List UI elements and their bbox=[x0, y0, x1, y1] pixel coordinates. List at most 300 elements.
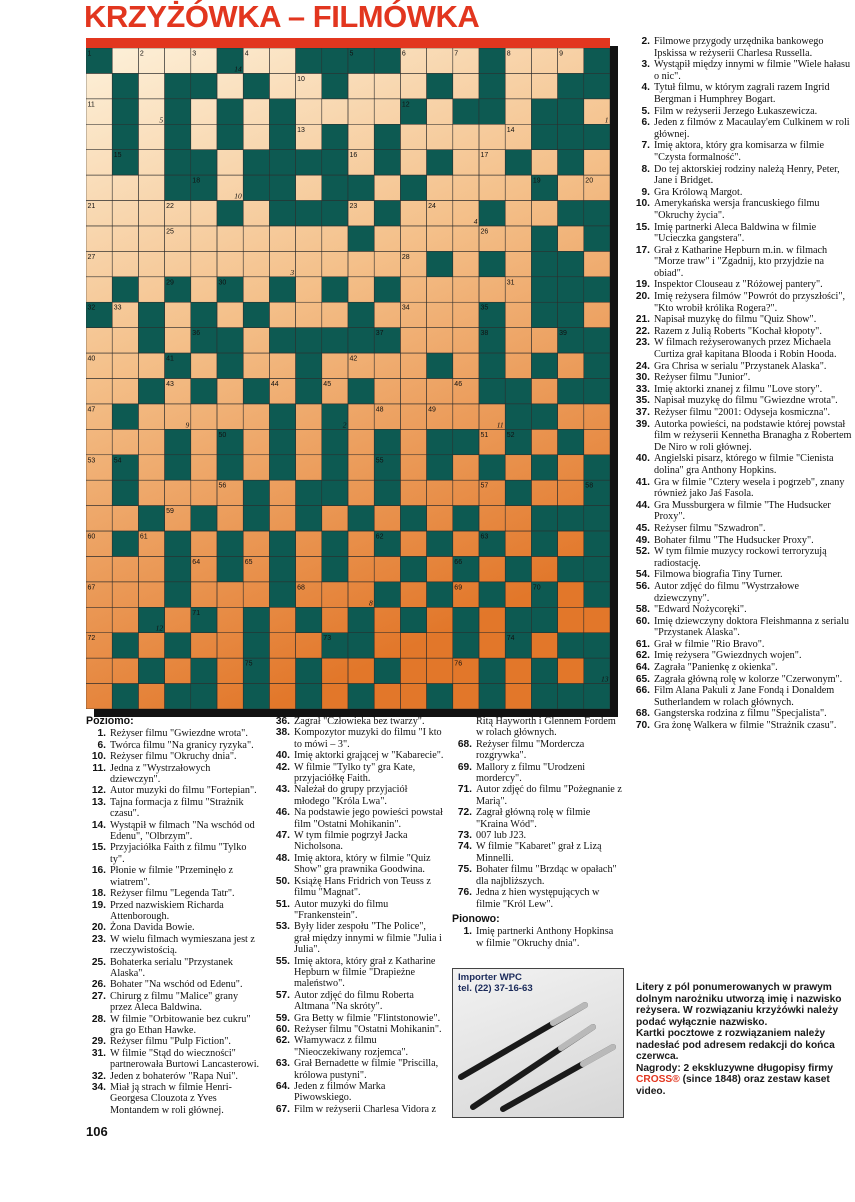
white-cell[interactable] bbox=[191, 633, 217, 658]
white-cell[interactable] bbox=[217, 684, 243, 709]
white-cell[interactable] bbox=[86, 658, 112, 683]
white-cell[interactable] bbox=[217, 379, 243, 404]
white-cell[interactable] bbox=[531, 328, 557, 353]
white-cell[interactable] bbox=[269, 48, 295, 73]
white-cell[interactable] bbox=[86, 226, 112, 251]
crossword-grid[interactable] bbox=[86, 48, 610, 709]
white-cell[interactable] bbox=[427, 302, 453, 327]
white-cell[interactable] bbox=[322, 226, 348, 251]
white-cell[interactable] bbox=[243, 353, 269, 378]
white-cell[interactable] bbox=[453, 277, 479, 302]
white-cell[interactable] bbox=[243, 404, 269, 429]
white-cell[interactable] bbox=[453, 150, 479, 175]
white-cell[interactable] bbox=[453, 531, 479, 556]
white-cell[interactable] bbox=[374, 251, 400, 276]
white-cell[interactable] bbox=[138, 226, 164, 251]
white-cell[interactable] bbox=[217, 506, 243, 531]
white-cell[interactable] bbox=[531, 73, 557, 98]
clue-text: Reżyser filmu "Junior". bbox=[654, 372, 751, 384]
white-cell[interactable] bbox=[112, 175, 138, 200]
white-cell[interactable] bbox=[86, 506, 112, 531]
white-cell[interactable] bbox=[400, 226, 426, 251]
white-cell[interactable] bbox=[427, 480, 453, 505]
white-cell[interactable] bbox=[217, 226, 243, 251]
black-cell bbox=[112, 684, 138, 709]
white-cell[interactable] bbox=[348, 99, 374, 124]
black-cell bbox=[427, 455, 453, 480]
black-cell bbox=[165, 150, 191, 175]
white-cell[interactable] bbox=[243, 124, 269, 149]
white-cell[interactable] bbox=[427, 226, 453, 251]
white-cell[interactable] bbox=[243, 455, 269, 480]
cell-number: 47 bbox=[87, 406, 96, 414]
white-cell[interactable] bbox=[400, 201, 426, 226]
white-cell[interactable] bbox=[348, 480, 374, 505]
white-cell[interactable] bbox=[505, 175, 531, 200]
black-cell bbox=[374, 658, 400, 683]
white-cell[interactable] bbox=[400, 150, 426, 175]
white-cell[interactable] bbox=[427, 277, 453, 302]
white-cell[interactable] bbox=[112, 379, 138, 404]
white-cell[interactable] bbox=[138, 633, 164, 658]
white-cell[interactable] bbox=[400, 379, 426, 404]
white-cell[interactable] bbox=[427, 99, 453, 124]
white-cell[interactable] bbox=[112, 48, 138, 73]
white-cell[interactable] bbox=[86, 124, 112, 149]
white-cell[interactable] bbox=[86, 73, 112, 98]
white-cell[interactable] bbox=[505, 328, 531, 353]
white-cell[interactable] bbox=[427, 379, 453, 404]
white-cell[interactable] bbox=[138, 73, 164, 98]
white-cell[interactable] bbox=[505, 302, 531, 327]
white-cell[interactable] bbox=[505, 506, 531, 531]
white-cell[interactable] bbox=[348, 124, 374, 149]
white-cell[interactable] bbox=[427, 328, 453, 353]
white-cell[interactable] bbox=[322, 684, 348, 709]
white-cell[interactable] bbox=[374, 556, 400, 581]
cell-number: 39 bbox=[559, 330, 567, 338]
white-cell[interactable] bbox=[138, 124, 164, 149]
white-cell[interactable] bbox=[348, 531, 374, 556]
white-cell[interactable] bbox=[322, 582, 348, 607]
white-cell[interactable] bbox=[400, 124, 426, 149]
white-cell[interactable] bbox=[112, 429, 138, 454]
white-cell[interactable] bbox=[505, 658, 531, 683]
white-cell[interactable] bbox=[479, 607, 505, 632]
white-cell[interactable] bbox=[427, 175, 453, 200]
white-cell[interactable] bbox=[400, 455, 426, 480]
white-cell[interactable] bbox=[86, 480, 112, 505]
white-cell[interactable] bbox=[269, 73, 295, 98]
white-cell[interactable] bbox=[584, 150, 610, 175]
white-cell[interactable] bbox=[479, 277, 505, 302]
clue-item bbox=[630, 674, 852, 686]
white-cell[interactable] bbox=[112, 201, 138, 226]
white-cell[interactable] bbox=[348, 455, 374, 480]
white-cell[interactable] bbox=[531, 633, 557, 658]
white-cell[interactable] bbox=[112, 556, 138, 581]
white-cell[interactable] bbox=[374, 379, 400, 404]
black-cell bbox=[165, 556, 191, 581]
clue-text: Inspektor Clouseau z "Różowej pantery". bbox=[654, 279, 823, 291]
clue-number: 64. bbox=[275, 1081, 290, 1092]
white-cell[interactable] bbox=[400, 531, 426, 556]
white-cell[interactable] bbox=[322, 99, 348, 124]
white-cell[interactable] bbox=[453, 251, 479, 276]
white-cell[interactable] bbox=[400, 404, 426, 429]
white-cell[interactable] bbox=[348, 73, 374, 98]
white-cell[interactable] bbox=[322, 506, 348, 531]
white-cell[interactable] bbox=[269, 633, 295, 658]
clue-item bbox=[270, 899, 444, 922]
white-cell[interactable] bbox=[400, 277, 426, 302]
white-cell[interactable] bbox=[296, 302, 322, 327]
black-cell bbox=[191, 658, 217, 683]
white-cell[interactable] bbox=[374, 99, 400, 124]
white-cell[interactable] bbox=[112, 607, 138, 632]
clue-number: 50. bbox=[275, 875, 290, 887]
clue-number: 39. bbox=[635, 418, 650, 430]
black-cell bbox=[165, 582, 191, 607]
white-cell[interactable] bbox=[269, 226, 295, 251]
cell-number: 2 bbox=[139, 50, 144, 58]
white-cell[interactable] bbox=[86, 379, 112, 404]
clue-text: W tym filmie pogrzył Jacka Nicholsona. bbox=[294, 830, 408, 853]
white-cell[interactable] bbox=[453, 684, 479, 709]
white-cell[interactable] bbox=[558, 404, 584, 429]
white-cell[interactable] bbox=[348, 429, 374, 454]
white-cell[interactable] bbox=[479, 556, 505, 581]
white-cell[interactable] bbox=[558, 531, 584, 556]
white-cell[interactable] bbox=[86, 277, 112, 302]
white-cell[interactable] bbox=[348, 404, 374, 429]
white-cell[interactable] bbox=[453, 124, 479, 149]
white-cell[interactable] bbox=[138, 277, 164, 302]
white-cell[interactable] bbox=[505, 582, 531, 607]
black-cell bbox=[348, 302, 374, 327]
black-cell bbox=[558, 73, 584, 98]
white-cell[interactable] bbox=[322, 658, 348, 683]
white-cell[interactable] bbox=[558, 175, 584, 200]
white-cell[interactable] bbox=[138, 201, 164, 226]
white-cell[interactable] bbox=[505, 73, 531, 98]
white-cell[interactable] bbox=[296, 429, 322, 454]
white-cell[interactable] bbox=[322, 251, 348, 276]
white-cell[interactable] bbox=[138, 251, 164, 276]
white-cell[interactable] bbox=[427, 658, 453, 683]
white-cell[interactable] bbox=[322, 607, 348, 632]
white-cell[interactable] bbox=[269, 353, 295, 378]
black-cell bbox=[322, 175, 348, 200]
white-cell[interactable] bbox=[217, 251, 243, 276]
black-cell bbox=[558, 684, 584, 709]
clue-item bbox=[630, 407, 852, 419]
white-cell[interactable] bbox=[374, 684, 400, 709]
white-cell[interactable] bbox=[400, 73, 426, 98]
white-cell[interactable] bbox=[400, 353, 426, 378]
white-cell[interactable] bbox=[400, 582, 426, 607]
white-cell[interactable] bbox=[269, 684, 295, 709]
white-cell[interactable] bbox=[584, 607, 610, 632]
white-cell[interactable] bbox=[243, 251, 269, 276]
white-cell[interactable] bbox=[558, 607, 584, 632]
white-cell[interactable] bbox=[86, 684, 112, 709]
white-cell[interactable] bbox=[348, 277, 374, 302]
white-cell[interactable] bbox=[558, 226, 584, 251]
white-cell[interactable] bbox=[427, 556, 453, 581]
white-cell[interactable] bbox=[243, 201, 269, 226]
white-cell[interactable] bbox=[584, 302, 610, 327]
white-cell[interactable] bbox=[86, 429, 112, 454]
white-cell[interactable] bbox=[165, 302, 191, 327]
white-cell[interactable] bbox=[138, 175, 164, 200]
black-cell bbox=[531, 226, 557, 251]
white-cell[interactable] bbox=[138, 429, 164, 454]
white-cell[interactable] bbox=[269, 607, 295, 632]
white-cell[interactable] bbox=[296, 226, 322, 251]
white-cell[interactable] bbox=[112, 658, 138, 683]
white-cell[interactable] bbox=[217, 582, 243, 607]
white-cell[interactable] bbox=[479, 506, 505, 531]
white-cell[interactable] bbox=[296, 277, 322, 302]
white-cell[interactable] bbox=[453, 455, 479, 480]
black-cell bbox=[322, 48, 348, 73]
white-cell[interactable] bbox=[243, 531, 269, 556]
white-cell[interactable] bbox=[191, 531, 217, 556]
white-cell[interactable] bbox=[191, 353, 217, 378]
white-cell[interactable] bbox=[269, 658, 295, 683]
clue-text: Grał w filmie "Rio Bravo". bbox=[654, 638, 765, 650]
white-cell[interactable] bbox=[191, 124, 217, 149]
white-cell[interactable] bbox=[217, 607, 243, 632]
white-cell[interactable] bbox=[86, 175, 112, 200]
white-cell[interactable] bbox=[453, 328, 479, 353]
white-cell[interactable] bbox=[165, 251, 191, 276]
white-cell[interactable] bbox=[584, 251, 610, 276]
white-cell[interactable] bbox=[531, 556, 557, 581]
white-cell[interactable] bbox=[505, 99, 531, 124]
white-cell[interactable] bbox=[296, 175, 322, 200]
white-cell[interactable] bbox=[217, 150, 243, 175]
white-cell[interactable] bbox=[217, 404, 243, 429]
clue-text: W wielu filmach wymieszana jest z rzeczywistością. bbox=[110, 933, 255, 957]
white-cell[interactable] bbox=[86, 328, 112, 353]
white-cell[interactable] bbox=[531, 150, 557, 175]
black-cell bbox=[558, 302, 584, 327]
white-cell[interactable] bbox=[374, 73, 400, 98]
white-cell[interactable] bbox=[191, 582, 217, 607]
white-cell[interactable] bbox=[531, 48, 557, 73]
white-cell[interactable] bbox=[374, 633, 400, 658]
white-cell[interactable] bbox=[112, 328, 138, 353]
white-cell[interactable] bbox=[269, 506, 295, 531]
white-cell[interactable] bbox=[322, 353, 348, 378]
cell-number: 61 bbox=[139, 533, 148, 541]
white-cell[interactable] bbox=[505, 684, 531, 709]
white-cell[interactable] bbox=[531, 379, 557, 404]
white-cell[interactable] bbox=[138, 556, 164, 581]
white-cell[interactable] bbox=[584, 404, 610, 429]
white-cell[interactable] bbox=[269, 302, 295, 327]
white-cell[interactable] bbox=[505, 455, 531, 480]
white-cell[interactable] bbox=[243, 99, 269, 124]
white-cell[interactable] bbox=[505, 226, 531, 251]
clue-number: 1. bbox=[97, 728, 106, 740]
white-cell[interactable] bbox=[400, 429, 426, 454]
white-cell[interactable] bbox=[296, 251, 322, 276]
white-cell[interactable] bbox=[112, 506, 138, 531]
white-cell[interactable] bbox=[86, 607, 112, 632]
white-cell[interactable] bbox=[505, 353, 531, 378]
white-cell[interactable] bbox=[558, 480, 584, 505]
white-cell[interactable] bbox=[217, 73, 243, 98]
white-cell[interactable] bbox=[453, 73, 479, 98]
white-cell[interactable] bbox=[505, 531, 531, 556]
black-cell bbox=[584, 201, 610, 226]
white-cell[interactable] bbox=[191, 201, 217, 226]
white-cell[interactable] bbox=[479, 633, 505, 658]
white-cell[interactable] bbox=[217, 633, 243, 658]
white-cell[interactable] bbox=[427, 607, 453, 632]
white-cell[interactable] bbox=[296, 455, 322, 480]
white-cell[interactable] bbox=[479, 175, 505, 200]
white-cell[interactable] bbox=[112, 226, 138, 251]
white-cell[interactable] bbox=[191, 429, 217, 454]
clue-item bbox=[86, 763, 262, 786]
white-cell[interactable] bbox=[348, 556, 374, 581]
white-cell[interactable] bbox=[453, 226, 479, 251]
white-cell[interactable] bbox=[191, 455, 217, 480]
white-cell[interactable] bbox=[453, 480, 479, 505]
white-cell[interactable] bbox=[191, 480, 217, 505]
white-cell[interactable] bbox=[86, 556, 112, 581]
white-cell[interactable] bbox=[138, 353, 164, 378]
white-cell[interactable] bbox=[243, 277, 269, 302]
white-cell[interactable] bbox=[138, 404, 164, 429]
clue-item bbox=[452, 807, 622, 830]
white-cell[interactable] bbox=[453, 404, 479, 429]
white-cell[interactable] bbox=[243, 226, 269, 251]
solution-letter-index: 10 bbox=[234, 191, 242, 201]
white-cell[interactable] bbox=[374, 506, 400, 531]
white-cell[interactable] bbox=[112, 353, 138, 378]
white-cell[interactable] bbox=[138, 582, 164, 607]
white-cell[interactable] bbox=[191, 277, 217, 302]
white-cell[interactable] bbox=[400, 633, 426, 658]
white-cell[interactable] bbox=[400, 480, 426, 505]
white-cell[interactable] bbox=[453, 353, 479, 378]
white-cell[interactable] bbox=[505, 201, 531, 226]
clue-item bbox=[270, 990, 444, 1013]
white-cell[interactable] bbox=[453, 175, 479, 200]
white-cell[interactable] bbox=[348, 658, 374, 683]
white-cell[interactable] bbox=[322, 302, 348, 327]
clue-number: 48. bbox=[275, 852, 290, 864]
white-cell[interactable] bbox=[138, 684, 164, 709]
white-cell[interactable] bbox=[427, 124, 453, 149]
clue-item bbox=[630, 245, 852, 280]
white-cell[interactable] bbox=[400, 658, 426, 683]
white-cell[interactable] bbox=[243, 328, 269, 353]
white-cell[interactable] bbox=[191, 404, 217, 429]
white-cell[interactable] bbox=[165, 328, 191, 353]
white-cell[interactable] bbox=[112, 251, 138, 276]
white-cell[interactable] bbox=[374, 353, 400, 378]
white-cell[interactable] bbox=[165, 480, 191, 505]
clue-text: Wystąpił w filmach "Na wschód od Edenu", "Olbrzym". bbox=[110, 819, 255, 843]
white-cell[interactable] bbox=[348, 251, 374, 276]
white-cell[interactable] bbox=[191, 251, 217, 276]
white-cell[interactable] bbox=[531, 201, 557, 226]
white-cell[interactable] bbox=[243, 582, 269, 607]
white-cell[interactable] bbox=[531, 480, 557, 505]
white-cell[interactable] bbox=[374, 302, 400, 327]
white-cell[interactable] bbox=[558, 455, 584, 480]
clue-item bbox=[630, 650, 852, 662]
clue-item bbox=[452, 887, 622, 910]
white-cell[interactable] bbox=[584, 429, 610, 454]
white-cell[interactable] bbox=[558, 353, 584, 378]
white-cell[interactable] bbox=[479, 124, 505, 149]
white-cell[interactable] bbox=[138, 455, 164, 480]
white-cell[interactable] bbox=[400, 328, 426, 353]
white-cell[interactable] bbox=[505, 251, 531, 276]
white-cell[interactable] bbox=[427, 633, 453, 658]
clue-number: 69. bbox=[457, 761, 472, 773]
white-cell[interactable] bbox=[296, 633, 322, 658]
white-cell[interactable] bbox=[165, 658, 191, 683]
white-cell[interactable] bbox=[138, 480, 164, 505]
white-cell[interactable] bbox=[296, 556, 322, 581]
solution-letter-index: 13 bbox=[601, 674, 609, 684]
white-cell[interactable] bbox=[374, 175, 400, 200]
clue-text: Jedna z hien występujących w filmie "Król Lew". bbox=[476, 887, 600, 910]
black-cell bbox=[374, 48, 400, 73]
white-cell[interactable] bbox=[86, 150, 112, 175]
white-cell[interactable] bbox=[453, 302, 479, 327]
cell-number: 31 bbox=[506, 279, 515, 287]
black-cell bbox=[165, 124, 191, 149]
white-cell[interactable] bbox=[191, 99, 217, 124]
white-cell[interactable] bbox=[427, 506, 453, 531]
white-cell[interactable] bbox=[138, 150, 164, 175]
white-cell[interactable] bbox=[217, 658, 243, 683]
white-cell[interactable] bbox=[558, 658, 584, 683]
black-cell bbox=[531, 277, 557, 302]
white-cell[interactable] bbox=[296, 404, 322, 429]
cell-number: 49 bbox=[428, 406, 436, 414]
solution-letter-index: 12 bbox=[155, 623, 164, 633]
white-cell[interactable] bbox=[374, 226, 400, 251]
white-cell[interactable] bbox=[400, 684, 426, 709]
white-cell[interactable] bbox=[217, 302, 243, 327]
white-cell[interactable] bbox=[374, 607, 400, 632]
white-cell[interactable] bbox=[165, 607, 191, 632]
black-cell bbox=[584, 226, 610, 251]
white-cell[interactable] bbox=[296, 99, 322, 124]
white-cell[interactable] bbox=[112, 582, 138, 607]
clue-column-3 bbox=[452, 716, 622, 949]
white-cell[interactable] bbox=[165, 48, 191, 73]
white-cell[interactable] bbox=[243, 429, 269, 454]
white-cell[interactable] bbox=[269, 480, 295, 505]
white-cell[interactable] bbox=[558, 582, 584, 607]
white-cell[interactable] bbox=[427, 48, 453, 73]
white-cell[interactable] bbox=[531, 429, 557, 454]
clue-number: 6. bbox=[641, 117, 650, 129]
white-cell[interactable] bbox=[191, 226, 217, 251]
white-cell[interactable] bbox=[296, 531, 322, 556]
